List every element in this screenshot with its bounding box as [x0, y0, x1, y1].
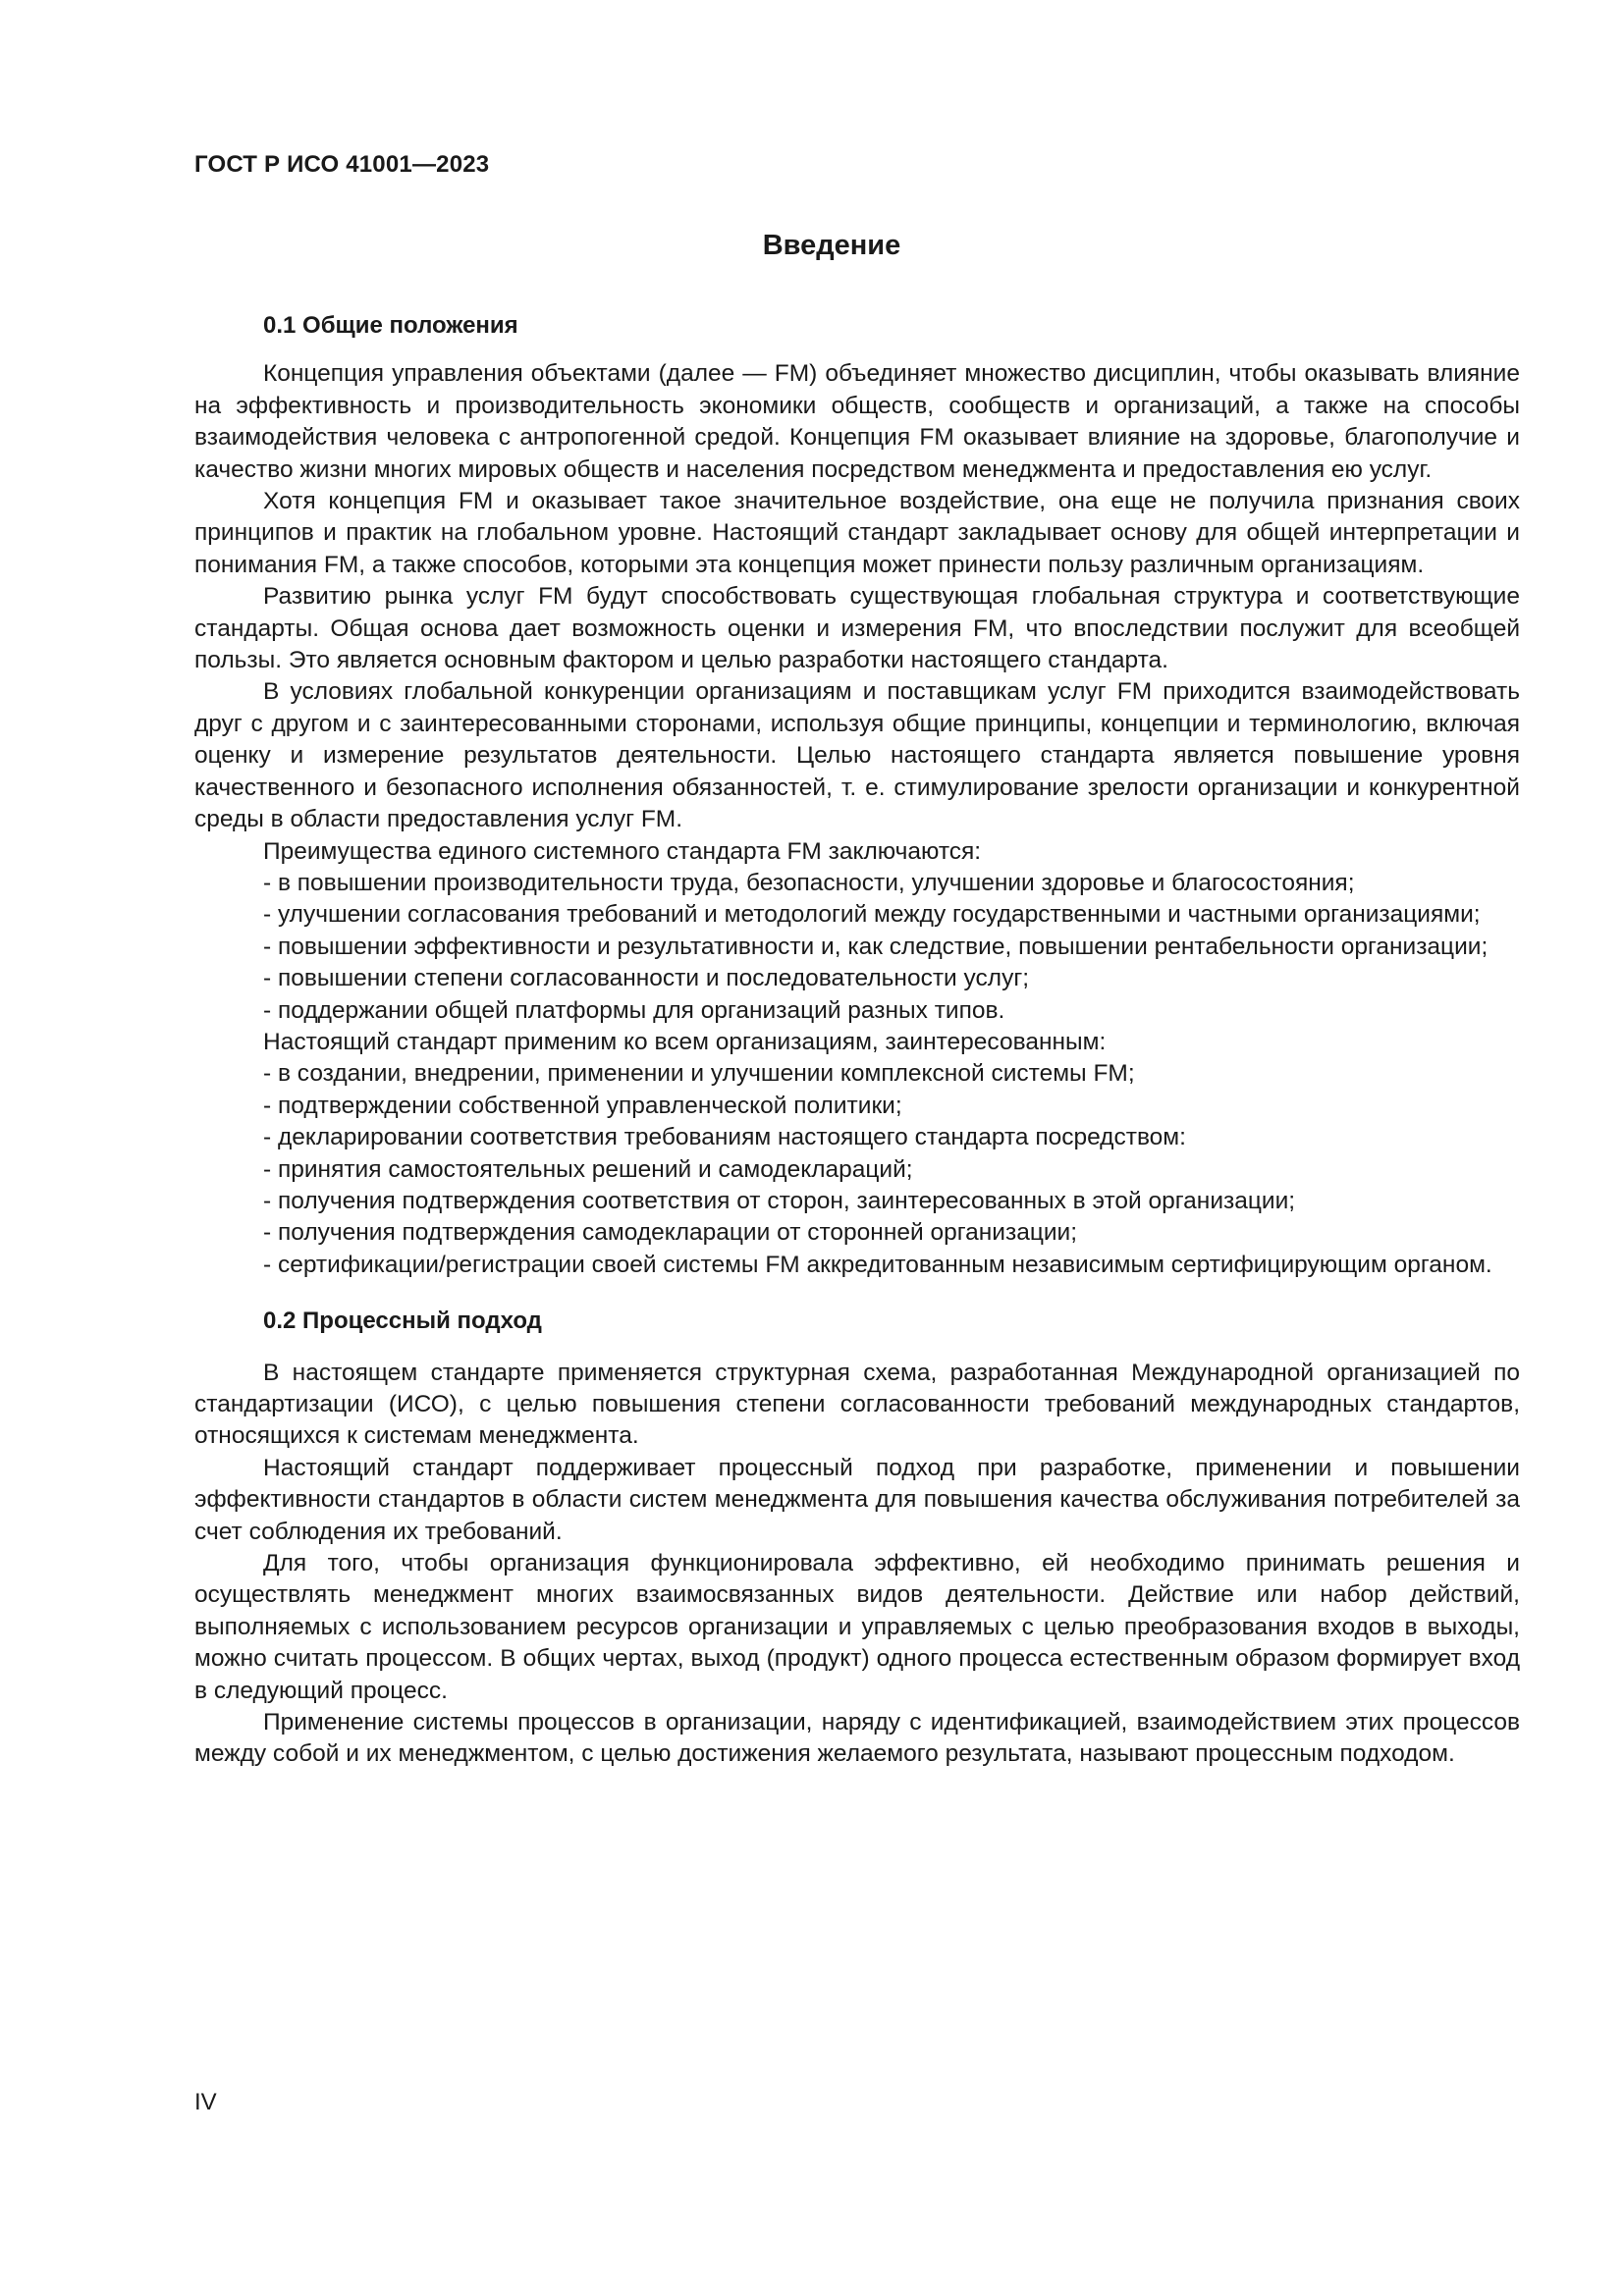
list-item: - повышении эффективности и результативности и, как следствие, повышении рентабельности организации;	[263, 933, 1489, 960]
list-item: - улучшении согласования требований и методологий между государственными и частными организациями;	[263, 901, 1481, 929]
document-body	[194, 310, 1520, 1771]
list-item: - в создании, внедрении, применении и улучшении комплексной системы FM;	[263, 1060, 1135, 1088]
paragraph: В условиях глобальной конкуренции организациям и поставщикам услуг FM приходится взаимодействовать друг с другом и с заинтересованными сторонами, используя общие принципы, концепции и терминологию, включая оценку и измерение результатов деятельности. Целью настоящего стандарта является повышение уровня качественного и безопасного исполнения обязанностей, т. е. стимулирование зрелости организации и конкурентной среды в области предоставления услуг FM.	[194, 678, 1520, 833]
paragraph: В настоящем стандарте применяется структурная схема, разработанная Международной организацией по стандартизации (ИСО), с целью повышения степени согласованности требований международных стандартов, относящихся к системам менеджмента.	[194, 1359, 1520, 1450]
paragraph: Развитию рынка услуг FM будут способствовать существующая глобальная структура и соответствующие стандарты. Общая основа дает возможность оценки и измерения FM, что впоследствии послужит для всеобщей пользы. Это является основным фактором и целью разработки настоящего стандарта.	[194, 583, 1520, 674]
list-item: - декларировании соответствия требованиям настоящего стандарта посредством:	[263, 1124, 1186, 1151]
list-item: - повышении степени согласованности и последовательности услуг;	[263, 965, 1030, 992]
standard-code-header: ГОСТ Р ИСО 41001—2023	[194, 151, 490, 178]
list-item: - получения подтверждения самодекларации от сторонней организации;	[263, 1219, 1078, 1247]
section-heading-process: 0.2 Процессный подход	[263, 1308, 542, 1335]
paragraph: Для того, чтобы организация функционировала эффективно, ей необходимо принимать решения и осуществлять менеджмент многих взаимосвязанных видов деятельности. Действие или набор действий, выполняемых с использованием ресурсов организации и управляемых с целью преобразования входов в выходы, можно считать процессом. В общих чертах, выход (продукт) одного процесса естественным образом формирует вход в следующий процесс.	[194, 1550, 1520, 1704]
list-item: - поддержании общей платформы для организаций разных типов.	[263, 996, 1005, 1024]
list-item: - принятия самостоятельных решений и самодеклараций;	[263, 1155, 913, 1183]
paragraph: Настоящий стандарт применим ко всем организациям, заинтересованным:	[263, 1028, 1107, 1055]
list-item: - получения подтверждения соответствия от сторон, заинтересованных в этой организации;	[263, 1187, 1296, 1214]
page-title: Введение	[762, 230, 901, 261]
paragraph: Настоящий стандарт поддерживает процессный подход при разработке, применении и повышении эффективности стандартов в области систем менеджмента для повышения качества обслуживания потребителей за счет соблюдения их требований.	[194, 1454, 1520, 1545]
paragraph: Хотя концепция FM и оказывает такое значительное воздействие, она еще не получила признания своих принципов и практик на глобальном уровне. Настоящий стандарт закладывает основу для общей интерпретации и понимания FM, а также способов, которыми эта концепция может принести пользу различным организациям.	[194, 488, 1520, 578]
list-item: - сертификации/регистрации своей системы FM аккредитованным независимым сертифицирующим органом.	[263, 1251, 1492, 1278]
page-number: IV	[194, 2089, 217, 2115]
list-item: - в повышении производительности труда, безопасности, улучшении здоровье и благосостояния;	[263, 869, 1355, 896]
section-heading-general: 0.1 Общие положения	[263, 312, 518, 339]
paragraph: Применение системы процессов в организации, наряду с идентификацией, взаимодействием этих процессов между собой и их менеджментом, с целью достижения желаемого результата, называют процессным подходом.	[194, 1709, 1520, 1768]
paragraph: Преимущества единого системного стандарта FM заключаются:	[263, 837, 982, 865]
paragraph: Концепция управления объектами (далее — FM) объединяет множество дисциплин, чтобы оказывать влияние на эффективность и производительность экономики обществ, сообществ и организаций, а также на способы взаимодействия человека с антропогенной средой. Концепция FM оказывает влияние на здоровье, благополучие и качество жизни многих мировых обществ и населения посредством менеджмента и предоставления ею услуг.	[194, 360, 1520, 483]
list-item: - подтверждении собственной управленческой политики;	[263, 1092, 902, 1119]
